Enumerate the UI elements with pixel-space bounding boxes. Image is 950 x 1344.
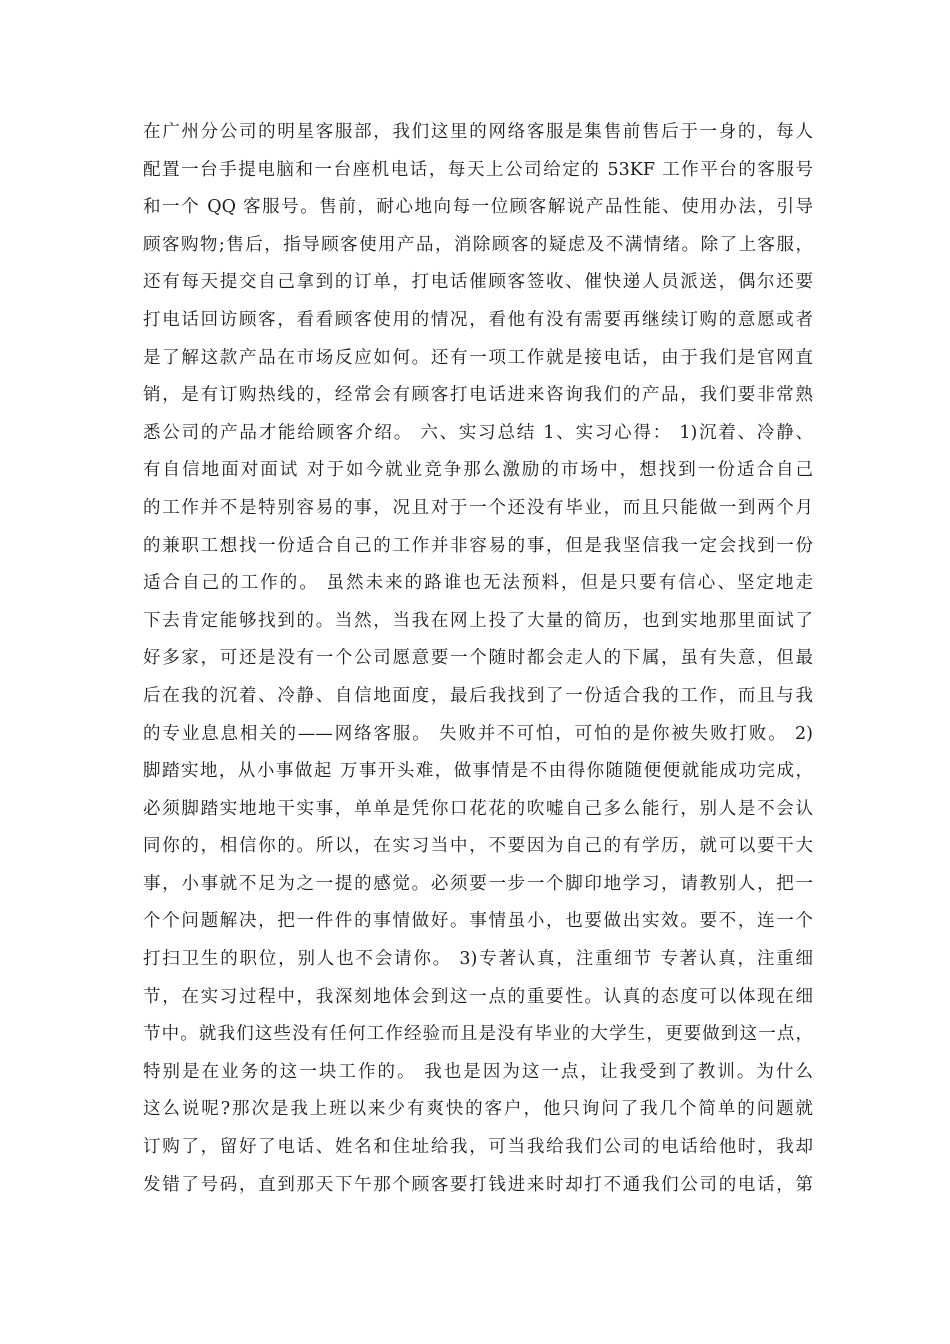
text-line: 个个问题解决，把一件件的事情做好。事情虽小，也要做出实效。要不，连一个 xyxy=(143,911,813,932)
text-line: 的工作并不是特别容易的事，况且对于一个还没有毕业，而且只能做一到两个月 xyxy=(143,497,813,518)
body-text xyxy=(143,114,813,1204)
text-line: 好多家，可还是没有一个公司愿意要一个随时都会走人的下属，虽有失意，但最 xyxy=(143,648,813,669)
text-line: 顾客购物;售后，指导顾客使用产品，消除顾客的疑虑及不满情绪。除了上客服， xyxy=(143,234,813,255)
text-line: 还有每天提交自己拿到的订单，打电话催顾客签收、催快递人员派送，偶尔还要 xyxy=(143,272,813,293)
text-line: 悉公司的产品才能给顾客介绍。 六、实习总结 1、实习心得： 1)沉着、冷静、 xyxy=(143,422,813,443)
text-line: 的兼职工想找一份适合自己的工作并非容易的事，但是我坚信我一定会找到一份 xyxy=(143,535,813,556)
text-line: 销，是有订购热线的，经常会有顾客打电话进来咨询我们的产品，我们要非常熟 xyxy=(143,385,813,406)
text-line: 同你的，相信你的。所以，在实习当中，不要因为自己的有学历，就可以要干大 xyxy=(143,836,813,857)
text-line: 节，在实习过程中，我深刻地体会到这一点的重要性。认真的态度可以体现在细 xyxy=(143,986,813,1007)
text-line: 配置一台手提电脑和一台座机电话，每天上公司给定的 53KF 工作平台的客服号 xyxy=(143,159,813,180)
text-line: 这么说呢?那次是我上班以来少有爽快的客户，他只询问了我几个简单的问题就 xyxy=(143,1099,813,1120)
text-line: 有自信地面对面试 对于如今就业竞争那么激励的市场中，想找到一份适合自己 xyxy=(143,460,813,481)
text-line: 节中。就我们这些没有任何工作经验而且是没有毕业的大学生，更要做到这一点， xyxy=(143,1024,813,1045)
text-line: 打扫卫生的职位，别人也不会请你。 3)专著认真，注重细节 专著认真，注重细 xyxy=(143,949,813,970)
text-line: 事，小事就不足为之一提的感觉。必须要一步一个脚印地学习，请教别人，把一 xyxy=(143,873,813,894)
text-line: 后在我的沉着、冷静、自信地面度，最后我找到了一份适合我的工作，而且与我 xyxy=(143,685,813,706)
text-line: 订购了，留好了电话、姓名和住址给我，可当我给我们公司的电话给他时，我却 xyxy=(143,1137,813,1158)
text-line: 的专业息息相关的——网络客服。 失败并不可怕，可怕的是你被失败打败。 2) xyxy=(143,723,813,744)
text-line: 必须脚踏实地地干实事，单单是凭你口花花的吹嘘自己多么能行，别人是不会认 xyxy=(143,798,813,819)
text-line: 特别是在业务的这一块工作的。 我也是因为这一点，让我受到了教训。为什么 xyxy=(143,1061,813,1082)
text-line: 发错了号码，直到那天下午那个顾客要打钱进来时却打不通我们公司的电话，第 xyxy=(143,1174,813,1195)
text-line: 打电话回访顾客，看看顾客使用的情况，看他有没有需要再继续订购的意愿或者 xyxy=(143,309,813,330)
text-line: 脚踏实地，从小事做起 万事开头难，做事情是不由得你随随便便就能成功完成， xyxy=(143,761,813,782)
text-line: 和一个 QQ 客服号。售前，耐心地向每一位顾客解说产品性能、使用办法，引导 xyxy=(143,197,813,218)
text-line: 适合自己的工作的。 虽然未来的路谁也无法预料，但是只要有信心、坚定地走 xyxy=(143,573,813,594)
text-line: 是了解这款产品在市场反应如何。还有一项工作就是接电话，由于我们是官网直 xyxy=(143,347,813,368)
text-line: 下去肯定能够找到的。当然，当我在网上投了大量的简历，也到实地那里面试了 xyxy=(143,610,813,631)
text-line: 在广州分公司的明星客服部，我们这里的网络客服是集售前售后于一身的，每人 xyxy=(143,122,813,142)
